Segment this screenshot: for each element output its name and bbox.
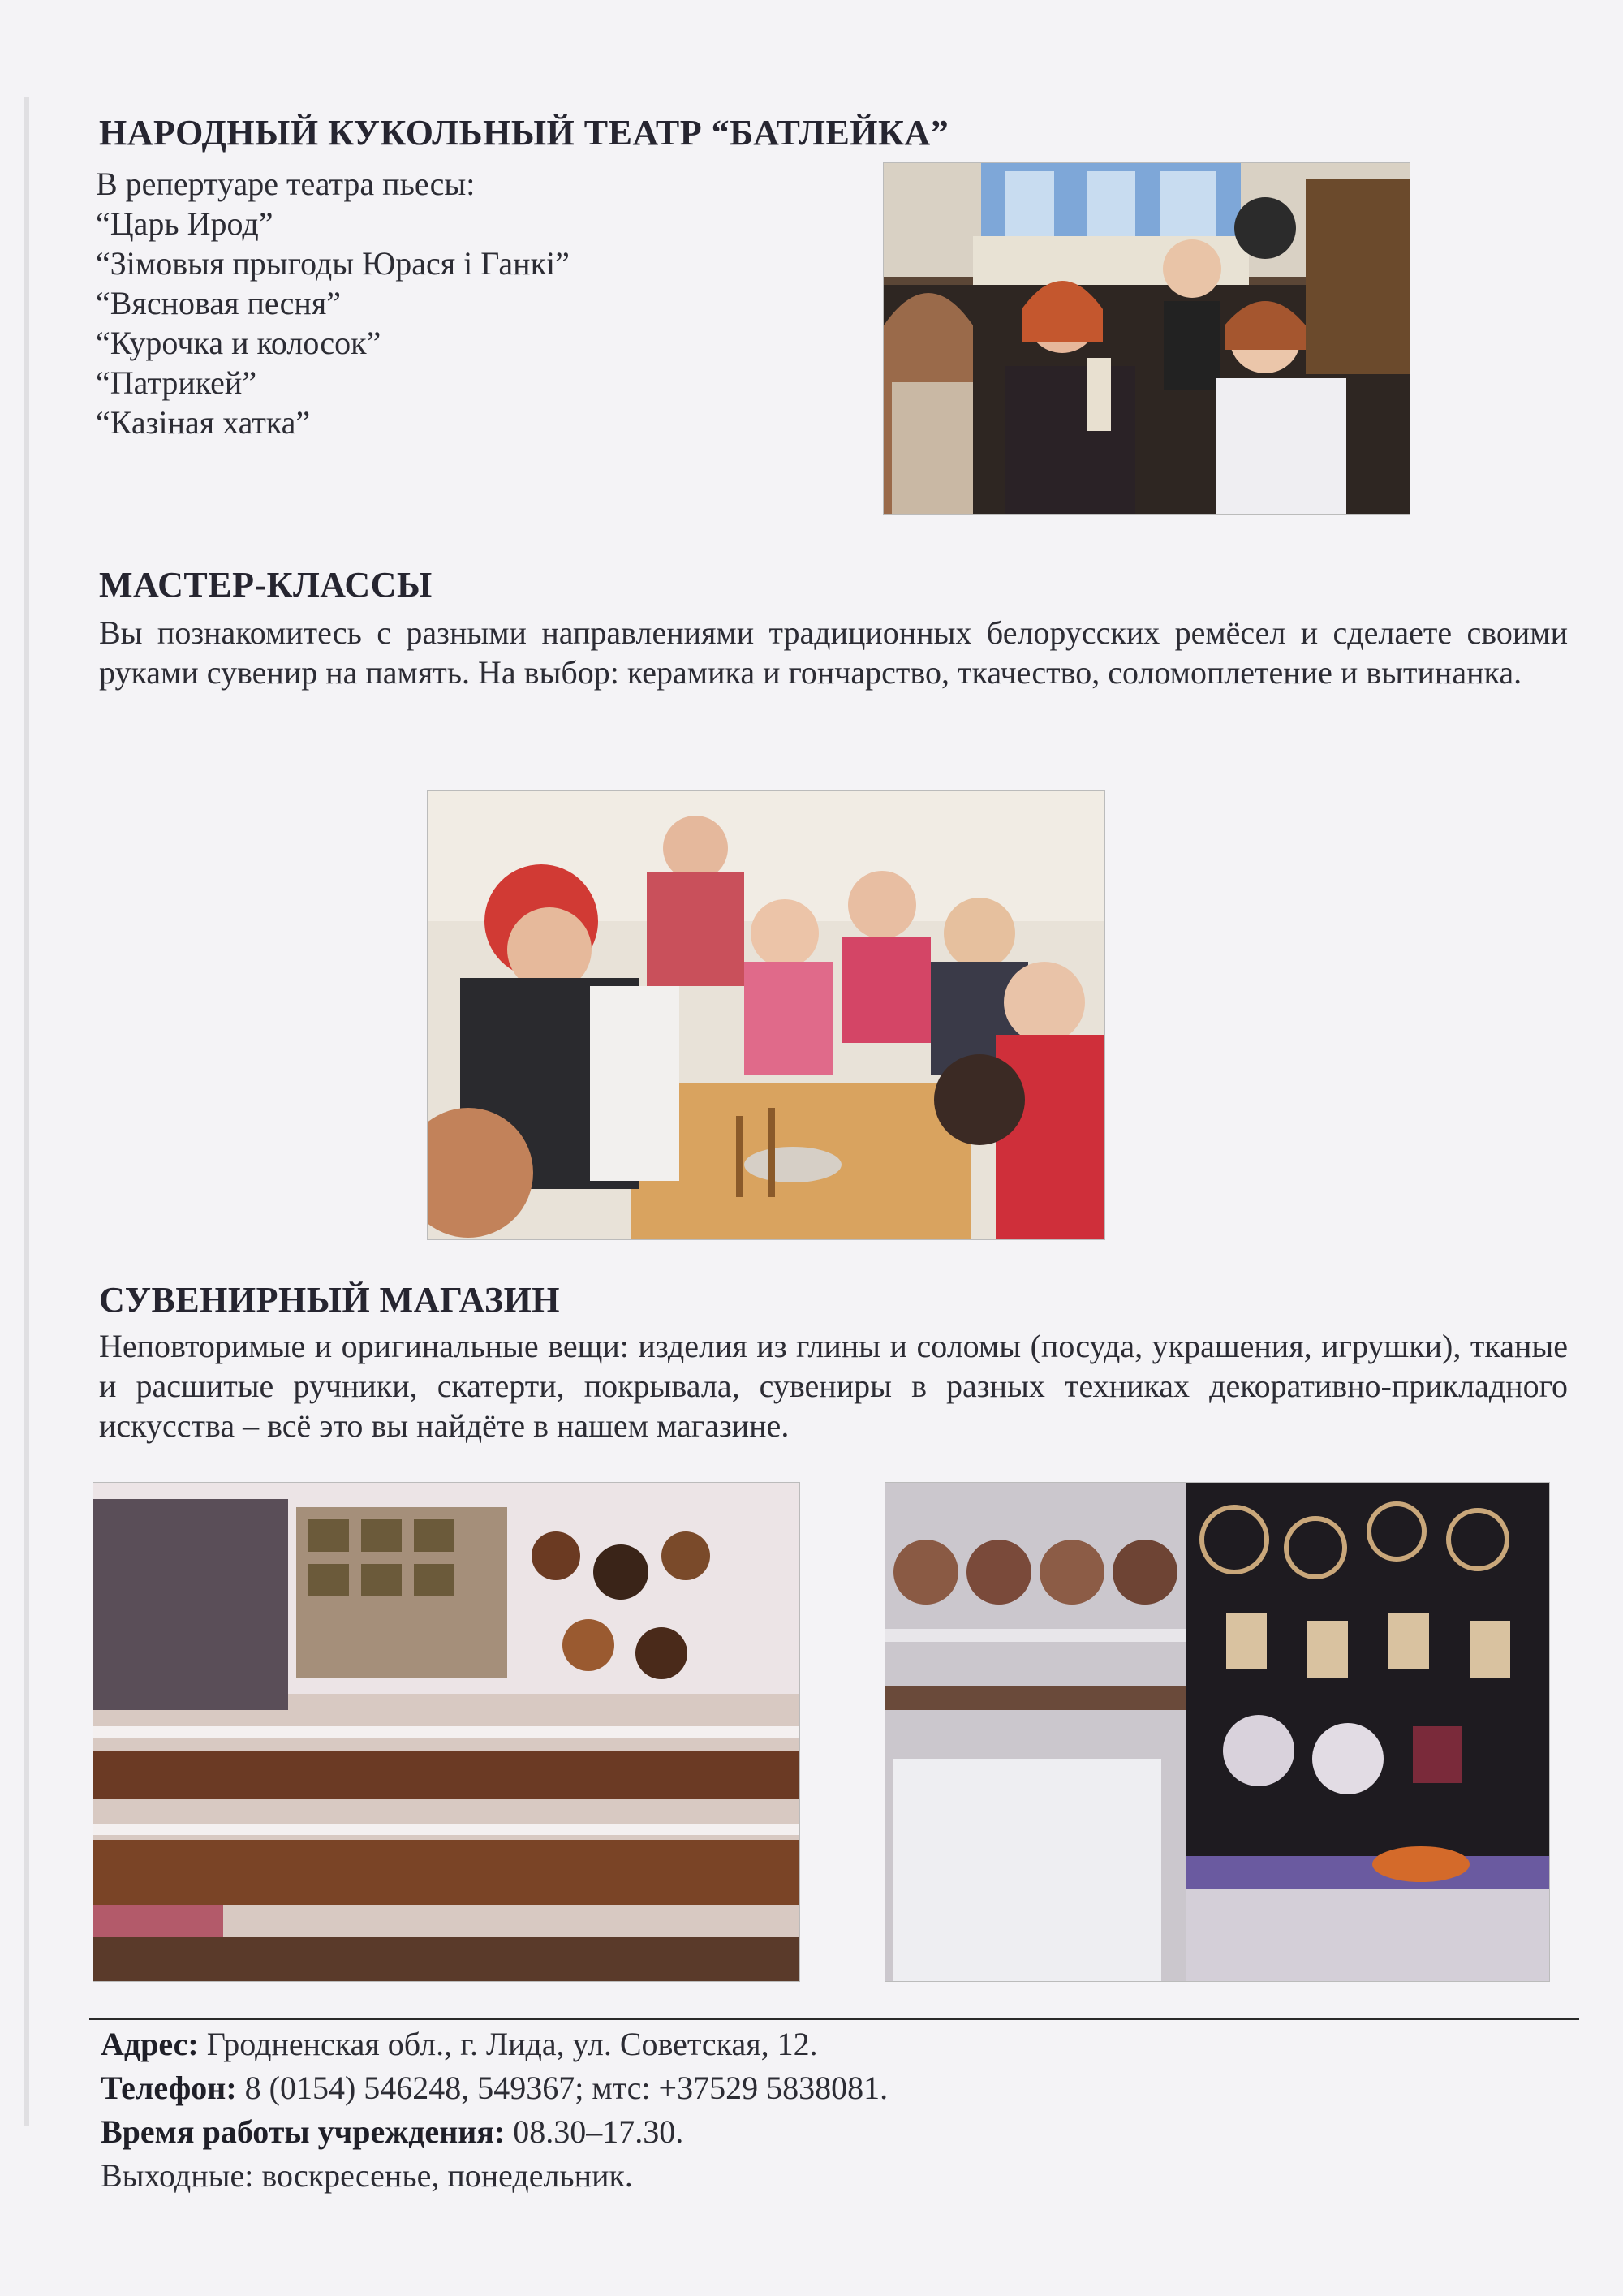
contacts-block bbox=[101, 2022, 888, 2198]
masterclass-photo bbox=[427, 790, 1105, 1240]
play-item: “Вясновая песня” bbox=[96, 285, 341, 321]
address-line: Адрес: Гродненская обл., г. Лида, ул. Советская, 12. bbox=[101, 2026, 818, 2062]
theatre-photo bbox=[883, 162, 1410, 515]
phone-line: Телефон: 8 (0154) 546248, 549367; мтс: +37529 5838081. bbox=[101, 2070, 889, 2106]
theatre-heading: НАРОДНЫЙ КУКОЛЬНЫЙ ТЕАТР “БАТЛЕЙКА” bbox=[99, 113, 949, 153]
shop-text: Неповторимые и оригинальные вещи: изделия из глины и соломы (посуда, украшения, игрушки), тканые и расшитые ручники, скатерти, покрывала, сувениры в разных техниках декоративно-прикладного искусства – всё это вы найдёте в нашем магазине. bbox=[99, 1328, 1568, 1444]
masterclass-text: Вы познакомитесь с разными направлениями традиционных белорусских ремёсел и сделаете своими руками сувенир на память. На выбор: керамика и гончарство, ткачество, соломоплетение и вытинанка. bbox=[99, 614, 1568, 691]
play-item: “Царь Ирод” bbox=[96, 205, 273, 242]
footer-divider bbox=[89, 2018, 1579, 2020]
repertoire-intro: В репертуаре театра пьесы: bbox=[96, 166, 476, 202]
play-item: “Зімовыя прыгоды Юрася і Ганкі” bbox=[96, 245, 570, 282]
scan-edge-mark bbox=[24, 97, 29, 2126]
play-item: “Курочка и колосок” bbox=[96, 325, 381, 361]
shop-heading: СУВЕНИРНЫЙ МАГАЗИН bbox=[99, 1280, 561, 1320]
play-item: “Казіная хатка” bbox=[96, 404, 311, 441]
masterclass-heading: МАСТЕР-КЛАССЫ bbox=[99, 565, 433, 605]
shop-photo-left bbox=[93, 1482, 800, 1982]
play-item: “Патрикей” bbox=[96, 364, 257, 401]
days-off-line: Выходные: воскресенье, понедельник. bbox=[101, 2157, 633, 2194]
hours-line: Время работы учреждения: 08.30–17.30. bbox=[101, 2113, 684, 2150]
shop-photo-right bbox=[885, 1482, 1550, 1982]
theatre-repertoire bbox=[96, 164, 826, 442]
